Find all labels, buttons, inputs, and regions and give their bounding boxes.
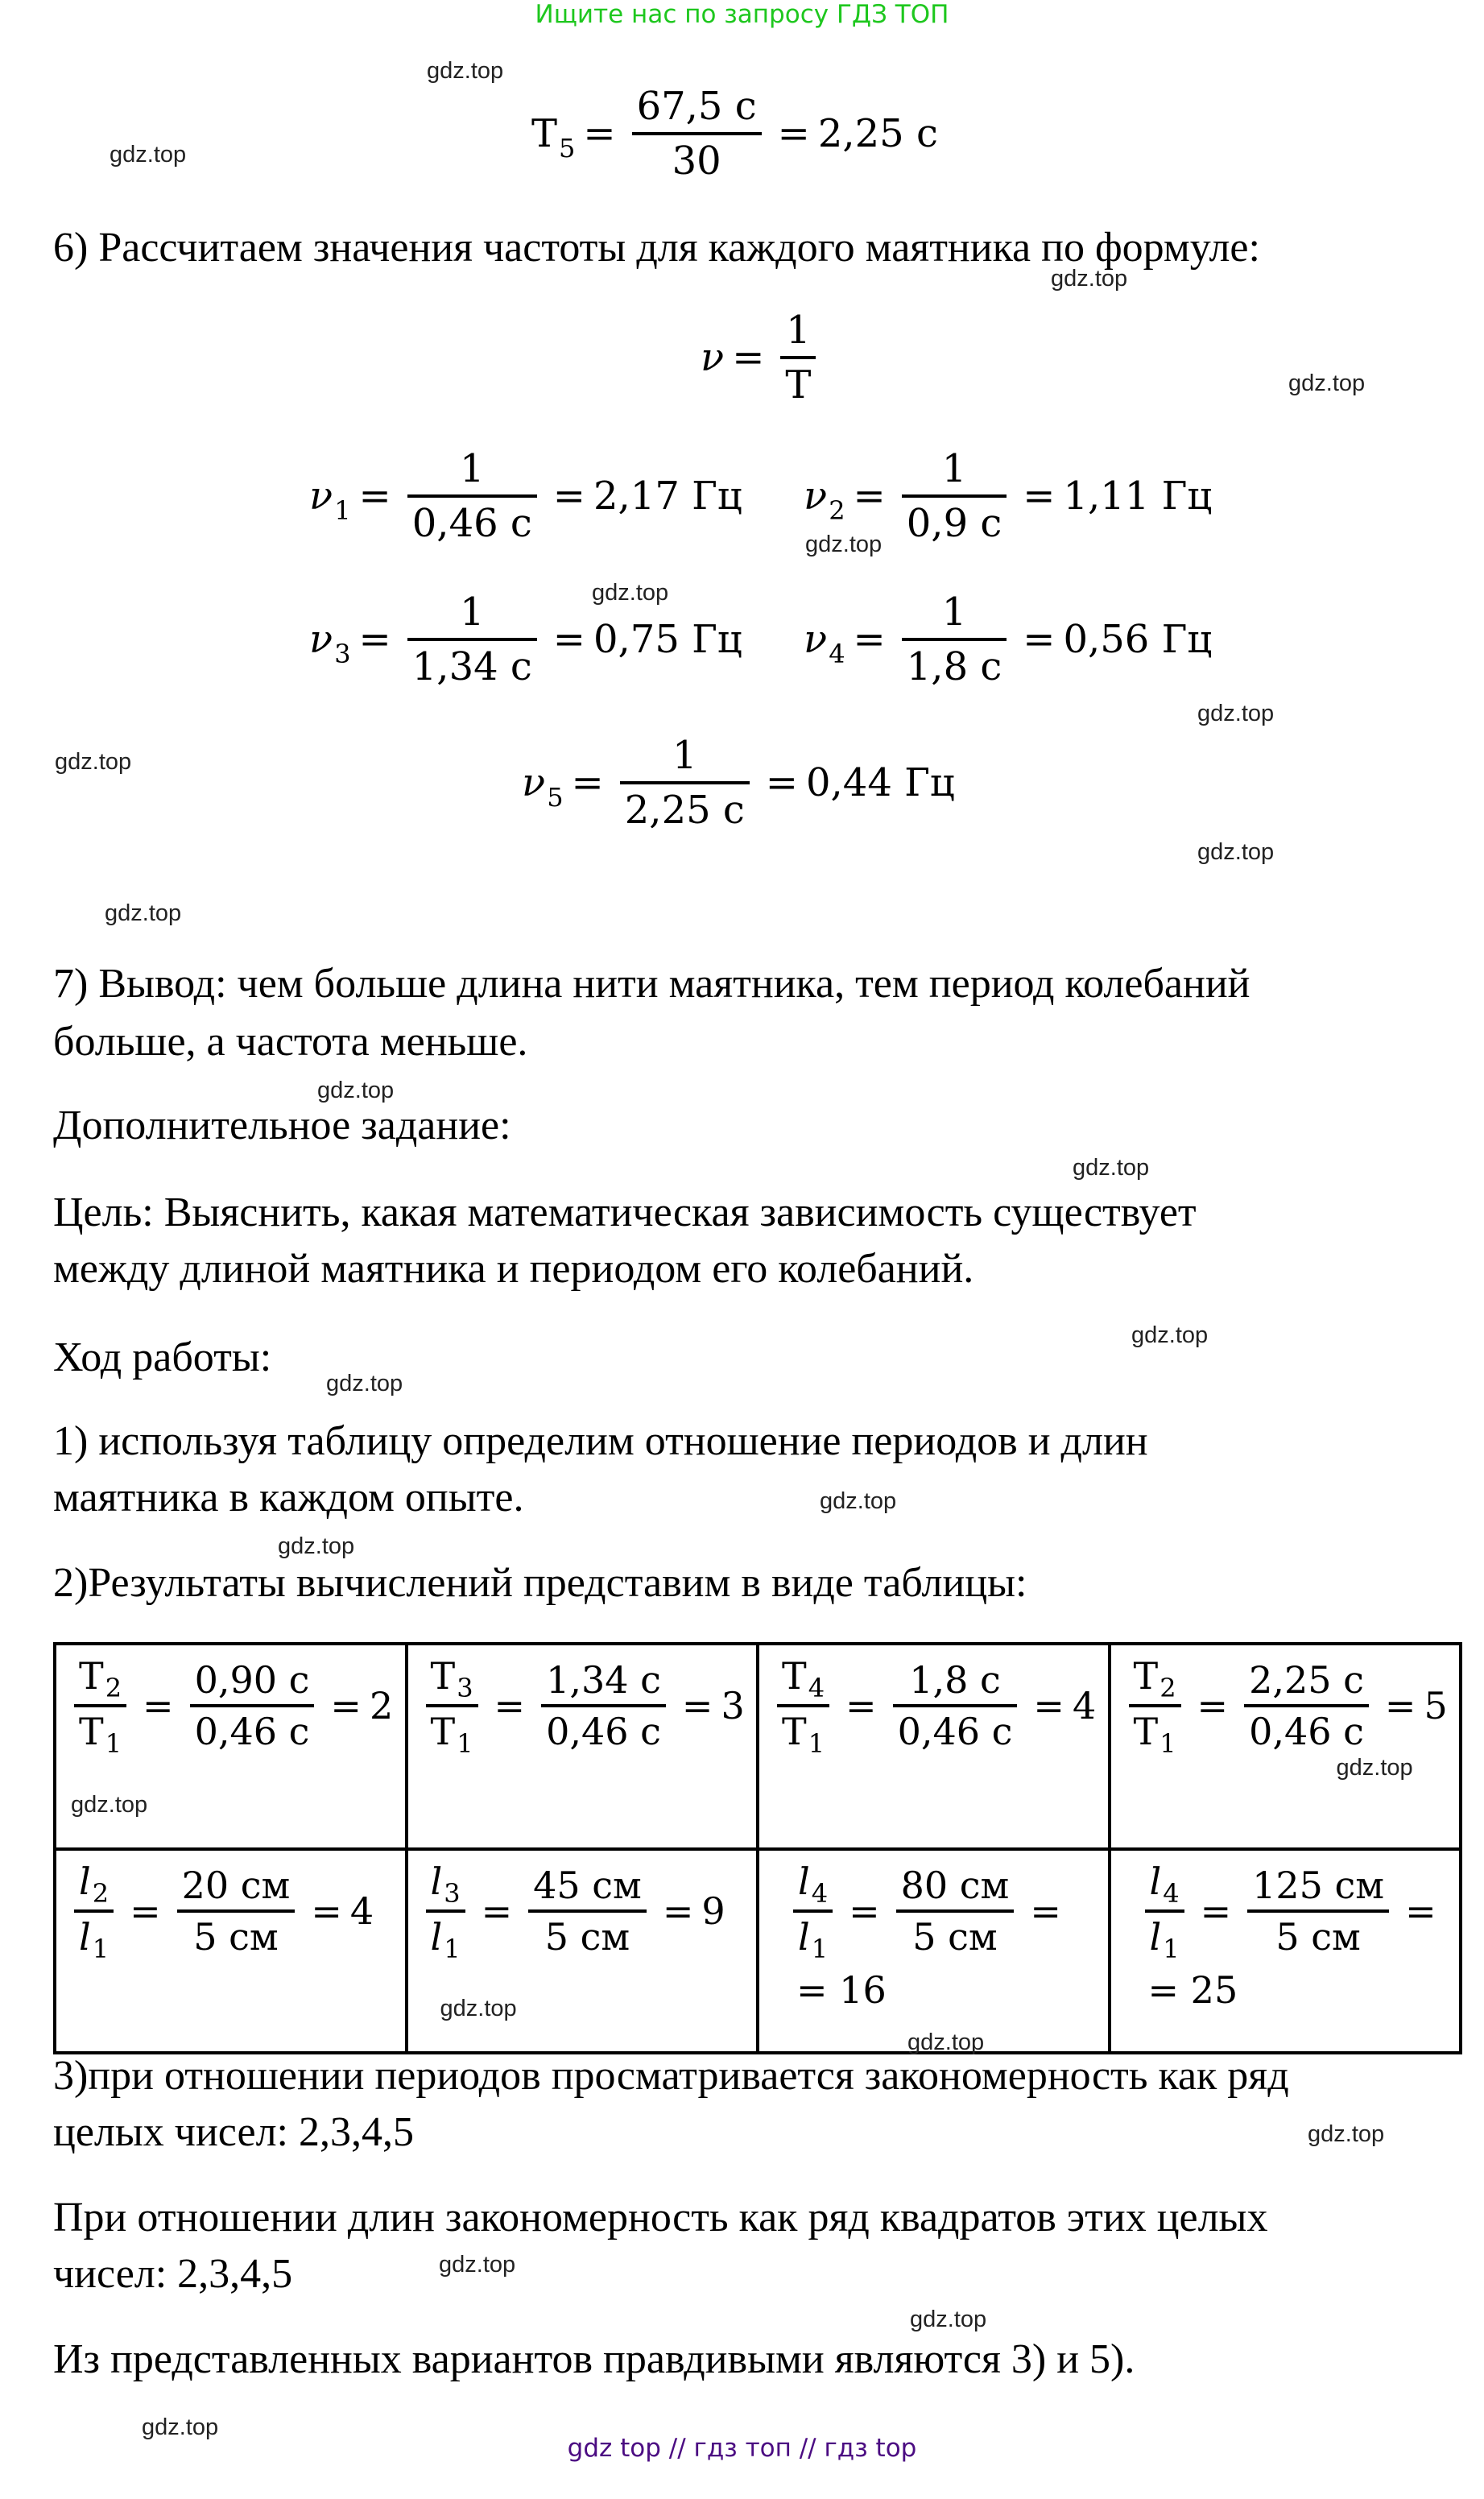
step1-line2: маятника в каждом опыте.: [53, 1475, 524, 1521]
lengths-line2: чисел: 2,3,4,5: [53, 2251, 293, 2297]
watermark: gdz.top: [592, 580, 669, 606]
watermark: gdz.top: [326, 1371, 403, 1396]
step3-line2: целых чисел: 2,3,4,5: [53, 2109, 414, 2155]
search-banner: Ищите нас по запросу ГДЗ ТОП: [535, 0, 949, 29]
frequency-4: ν 4 = $\frac{1}{1,8 с}$ = 0,56 Гц: [804, 590, 1213, 689]
watermark: gdz.top: [55, 749, 132, 775]
footer-links: gdz top // гдз топ // гдз top: [567, 2434, 917, 2463]
final-answer: Из представленных вариантов правдивыми являются 3) и 5).: [53, 2336, 1135, 2382]
watermark: gdz.top: [1051, 266, 1128, 292]
table-cell: $\frac{l_4}{l_1}$ = $\frac{125 см}{5 см}$ = = 25: [1110, 1849, 1461, 2053]
frequency-formula: ν = $\frac{1}{T}$: [701, 304, 824, 411]
table-cell: $\frac{T_2}{T_1}$ = $\frac{2,25 с}{0,46 с}$ = 5 gdz.top: [1110, 1644, 1461, 1849]
table-row-periods: [55, 1644, 1461, 1849]
watermark: gdz.top: [1288, 370, 1366, 396]
table-cell: $\frac{l_2}{l_1}$ = $\frac{20 см}{5 см}$ = 4: [55, 1849, 407, 2053]
watermark: gdz.top: [910, 2307, 987, 2332]
watermark: gdz.top: [440, 1996, 517, 2021]
table-cell: $\frac{l_3}{l_1}$ = $\frac{45 см}{5 см}$ = 9 gdz.top: [407, 1849, 759, 2053]
fraction: $\frac{67,5 с}{30}$: [632, 81, 762, 187]
frequency-5: ν 5 = $\frac{1}{2,25 с}$ = 0,44 Гц: [522, 733, 955, 833]
procedure-title: Ход работы:: [53, 1334, 272, 1380]
table-row-lengths: [55, 1849, 1461, 2053]
table-cell: $\frac{T_4}{T_1}$ = $\frac{1,8 с}{0,46 с}$ = 4: [758, 1644, 1110, 1849]
extra-task-title: Дополнительное задание:: [53, 1103, 511, 1148]
watermark: gdz.top: [317, 1078, 395, 1103]
watermark: gdz.top: [1073, 1155, 1150, 1181]
watermark: gdz.top: [278, 1533, 355, 1559]
ratios-table: [53, 1642, 1462, 2054]
watermark: gdz.top: [71, 1792, 148, 1818]
frequency-1: ν 1 = $\frac{1}{0,46 с}$ = 2,17 Гц: [309, 446, 742, 546]
lengths-line1: При отношении длин закономерность как ряд квадратов этих целых: [53, 2195, 1268, 2240]
watermark: gdz.top: [1308, 2121, 1385, 2147]
frequency-3: ν 3 = $\frac{1}{1,34 с}$ = 0,75 Гц: [309, 590, 742, 689]
watermark: gdz.top: [439, 2252, 516, 2278]
step7-line2: больше, а частота меньше.: [53, 1019, 528, 1065]
step7-line1: 7) Вывод: чем больше длина нити маятника, тем период колебаний: [53, 961, 1250, 1007]
goal-line2: между длиной маятника и периодом его колебаний.: [53, 1246, 974, 1292]
table-cell: $\frac{l_4}{l_1}$ = $\frac{80 см}{5 см}$ = = 16 gdz.top: [758, 1849, 1110, 2053]
watermark: gdz.top: [805, 532, 883, 557]
t5-formula: T 5 = $\frac{67,5 с}{30}$ = 2,25 с: [531, 81, 938, 187]
period-symbol: T: [531, 111, 558, 156]
watermark: gdz.top: [1197, 701, 1275, 726]
table-cell: $\frac{T_2}{T_1}$ = $\frac{0,90 с}{0,46 с}$ = 2 gdz.top: [55, 1644, 407, 1849]
watermark: gdz.top: [820, 1488, 897, 1514]
watermark: gdz.top: [907, 2029, 985, 2055]
watermark: gdz.top: [427, 58, 504, 84]
watermark: gdz.top: [1197, 839, 1275, 865]
goal-line1: Цель: Выяснить, какая математическая зависимость существует: [53, 1190, 1197, 1235]
watermark: gdz.top: [1131, 1322, 1209, 1348]
frequency-2: ν 2 = $\frac{1}{0,9 с}$ = 1,11 Гц: [804, 446, 1213, 546]
step1-line1: 1) используя таблицу определим отношение периодов и длин: [53, 1418, 1148, 1464]
step2-text: 2)Результаты вычислений представим в виде таблицы:: [53, 1560, 1027, 1606]
watermark: gdz.top: [105, 900, 182, 926]
watermark: gdz.top: [142, 2414, 219, 2440]
step6-text: 6) Рассчитаем значения частоты для каждого маятника по формуле:: [53, 225, 1260, 271]
table-cell: $\frac{T_3}{T_1}$ = $\frac{1,34 с}{0,46 с}$ = 3: [407, 1644, 759, 1849]
step3-line1: 3)при отношении периодов просматривается закономерность как ряд: [53, 2053, 1289, 2099]
watermark: gdz.top: [110, 142, 187, 168]
watermark: gdz.top: [1336, 1755, 1413, 1781]
